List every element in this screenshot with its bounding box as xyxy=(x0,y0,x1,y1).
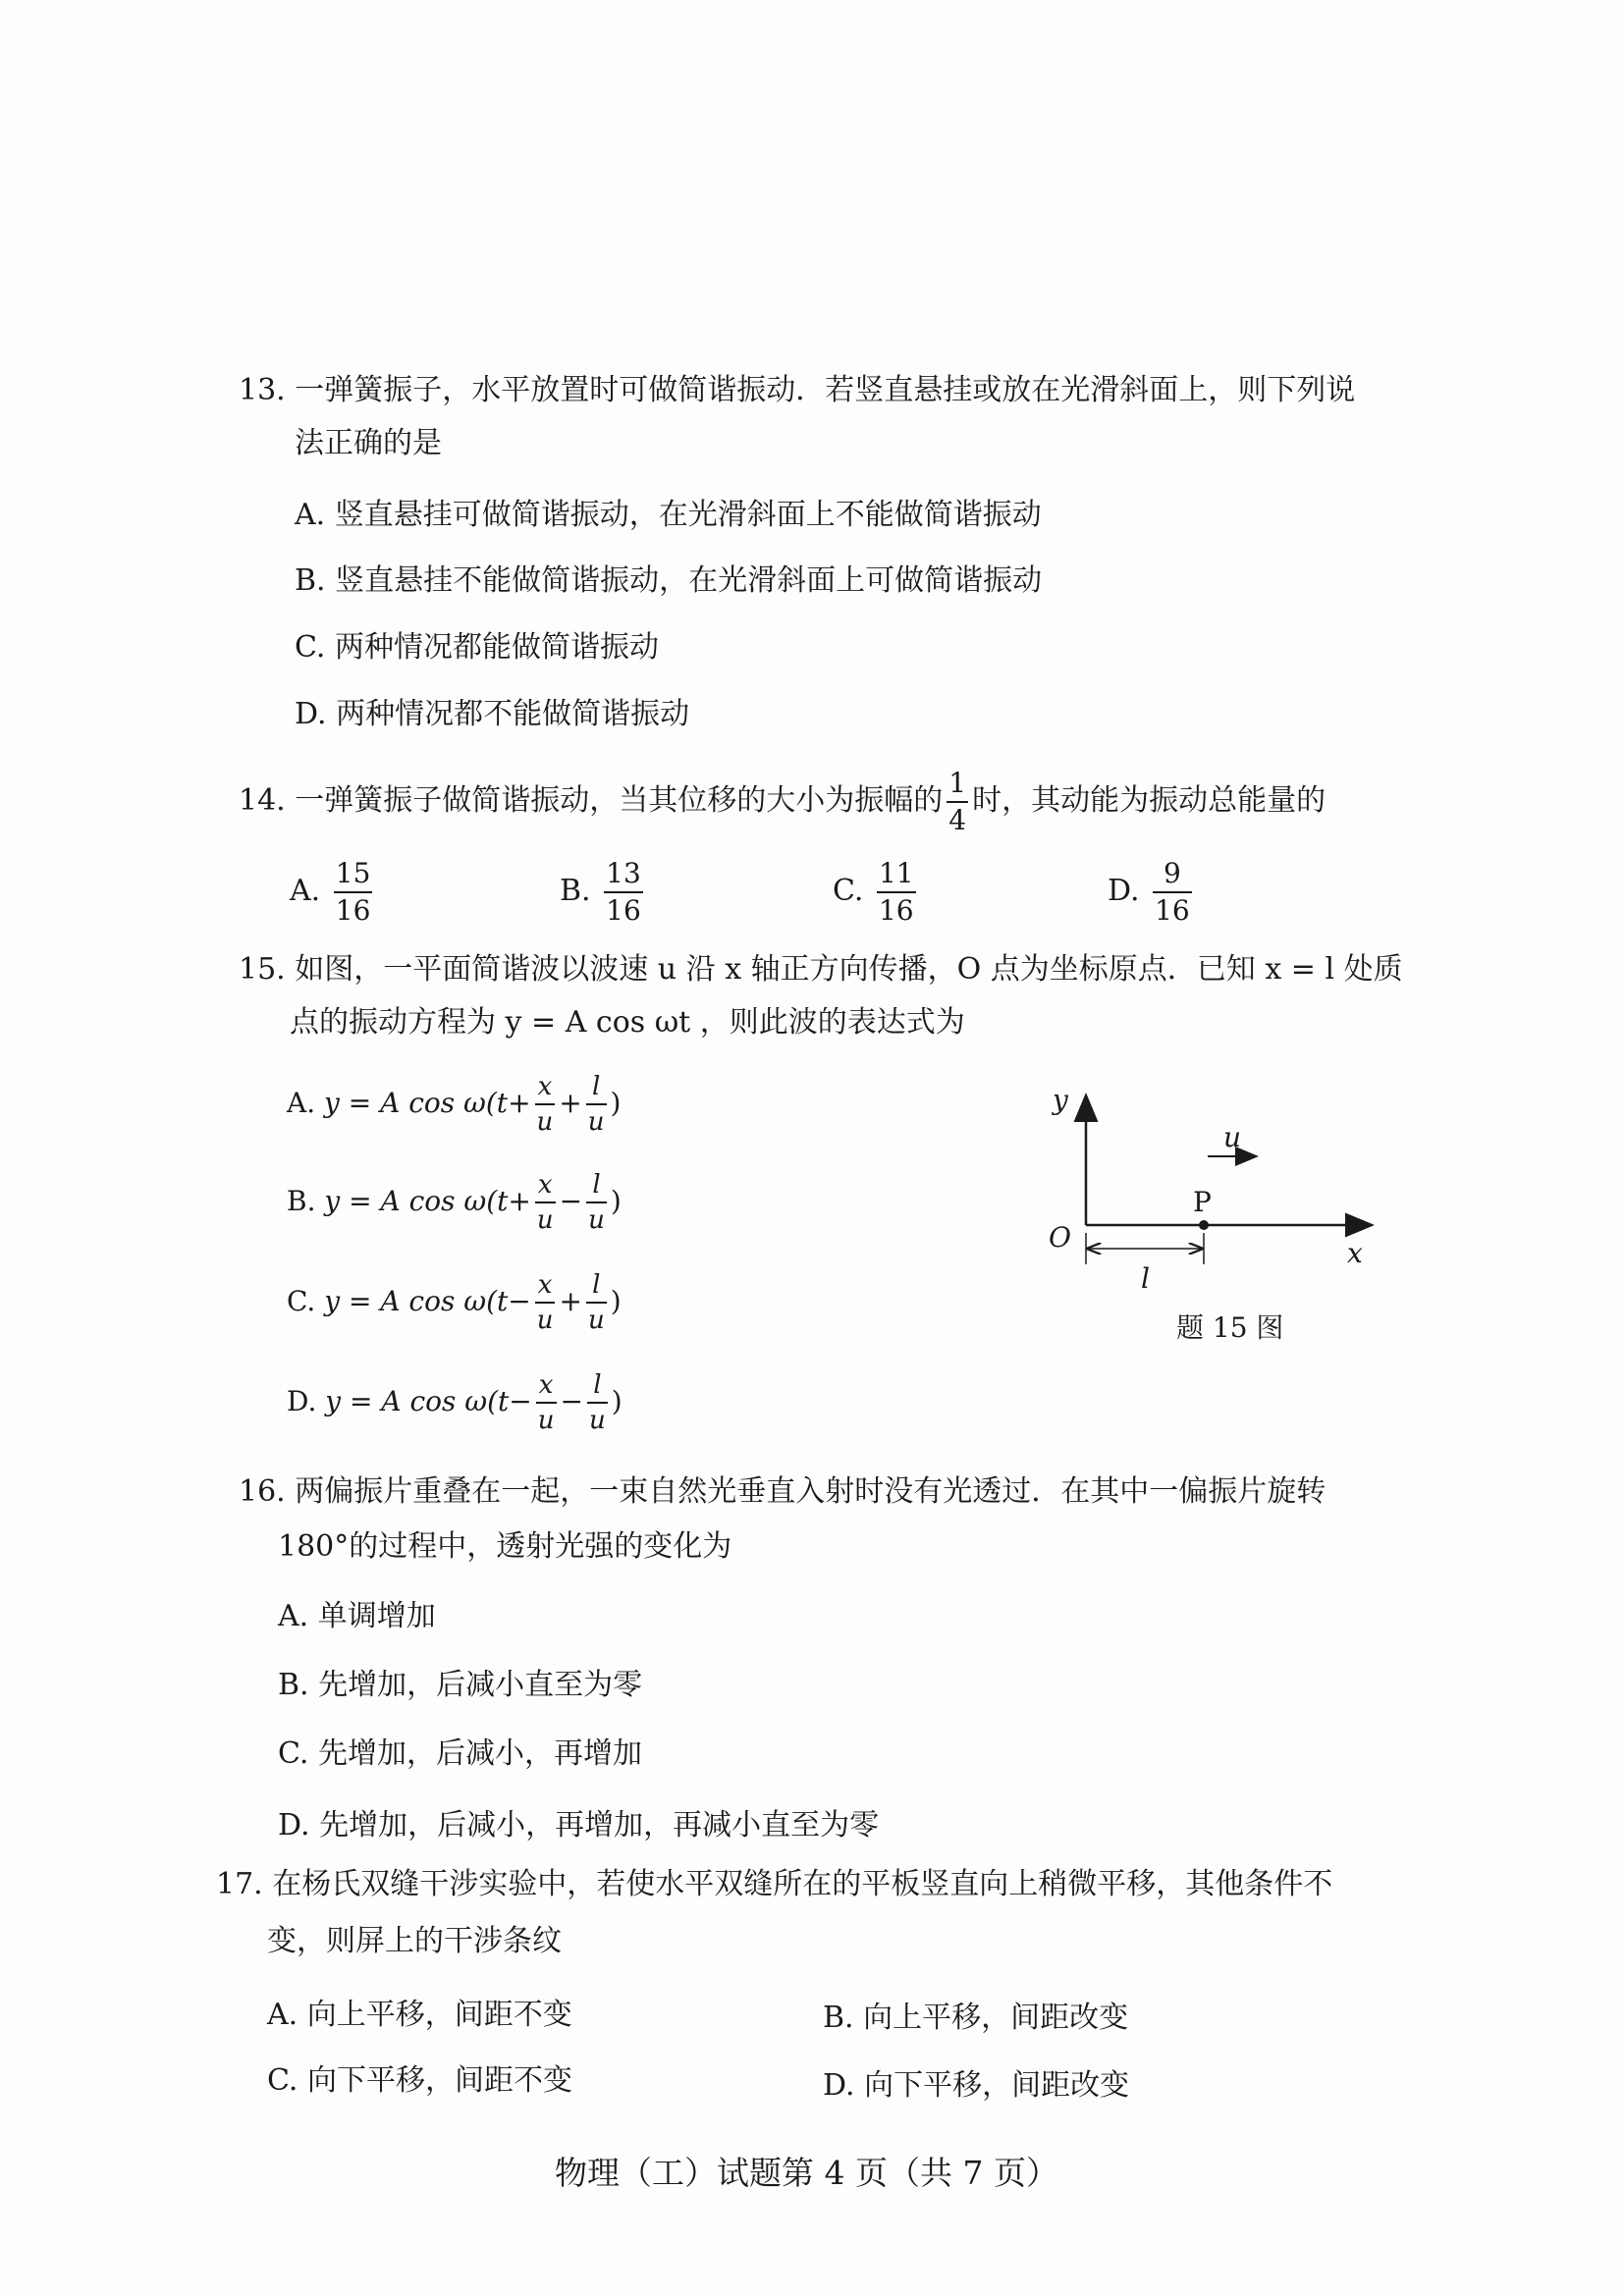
q14-stem: 14. 一弹簧振子做简谐振动，当其位移的大小为振幅的 $\frac{1}{4}$ 时，其动能为振动总能量的 xyxy=(239,767,1326,836)
page-footer: 物理（工）试题第 4 页（共 7 页） xyxy=(555,2154,1058,2192)
q15-option-a: A. y = A cos ω(t+ $\frac{x}{u}$ + $\frac{l}{u}$ ) xyxy=(287,1072,622,1137)
q16-number: 16. xyxy=(239,1474,286,1509)
q15-figure xyxy=(1031,1080,1404,1355)
origin-label: O xyxy=(1049,1221,1071,1254)
q15-option-c-formula: y = A cos ω(t− $\frac{x}{u}$ + $\frac{l}{u}$ ) xyxy=(324,1270,622,1335)
q17-stem-line2: 变，则屏上的干涉条纹 xyxy=(267,1924,562,1958)
q15-option-d: D. y = A cos ω(t− $\frac{x}{u}$ − $\frac{l}{u}$ ) xyxy=(287,1370,623,1435)
q17-option-c: C. 向下平移，间距不变 xyxy=(267,2063,572,2098)
x-axis-label: x xyxy=(1347,1237,1363,1269)
q14-option-c: C. $\frac{11}{16}$ xyxy=(833,857,914,927)
q17-stem-line1: 17. 在杨氏双缝干涉实验中，若使水平双缝所在的平板竖直向上稍微平移，其他条件不 xyxy=(216,1865,1332,1904)
q14-option-b: B. $\frac{13}{16}$ xyxy=(560,857,641,927)
q16-option-c: C. 先增加，后减小，再增加 xyxy=(278,1736,642,1771)
q16-stem-line2: 180°的过程中，透射光强的变化为 xyxy=(278,1529,732,1564)
q13-number: 13. xyxy=(239,373,286,407)
q13-option-d: D. 两种情况都不能做简谐振动 xyxy=(295,697,690,731)
q13-stem-line1: 13. 一弹簧振子，水平放置时可做简谐振动．若竖直悬挂或放在光滑斜面上，则下列说 xyxy=(239,371,1355,410)
point-p-label: P xyxy=(1193,1186,1212,1218)
q14-option-a: A. $\frac{15}{16}$ xyxy=(290,857,371,927)
q13-option-a: A. 竖直悬挂可做简谐振动，在光滑斜面上不能做简谐振动 xyxy=(295,498,1042,532)
q17-number: 17. xyxy=(216,1867,263,1901)
q17-option-d: D. 向下平移，间距改变 xyxy=(823,2068,1130,2103)
q13-option-c: C. 两种情况都能做简谐振动 xyxy=(295,630,659,665)
q17-option-b: B. 向上平移，间距改变 xyxy=(823,2001,1129,2035)
q15-stem-line1: 15. 如图，一平面简谐波以波速 u 沿 x 轴正方向传播，O 点为坐标原点．已知 x = l 处质 xyxy=(239,950,1403,989)
q14-number: 14. xyxy=(239,783,286,818)
q15-option-b: B. y = A cos ω(t+ $\frac{x}{u}$ − $\frac{l}{u}$ ) xyxy=(287,1170,622,1235)
q15-stem-line2: 点的振动方程为 y = A cos ωt ，则此波的表达式为 xyxy=(290,1005,965,1040)
distance-label: l xyxy=(1141,1262,1150,1295)
point-p-marker xyxy=(1199,1220,1209,1230)
q16-option-d: D. 先增加，后减小，再增加，再减小直至为零 xyxy=(278,1808,880,1842)
y-axis-label: y xyxy=(1053,1084,1068,1116)
figure-caption: 题 15 图 xyxy=(1176,1311,1284,1344)
q14-option-d: D. $\frac{9}{16}$ xyxy=(1108,857,1190,927)
q13-stem-line2: 法正确的是 xyxy=(295,426,442,460)
q16-option-a: A. 单调增加 xyxy=(278,1599,436,1633)
q15-option-b-formula: y = A cos ω(t+ $\frac{x}{u}$ − $\frac{l}{u}$ ) xyxy=(324,1170,622,1235)
q15-option-d-formula: y = A cos ω(t− $\frac{x}{u}$ − $\frac{l}{u}$ ) xyxy=(325,1370,623,1435)
q15-option-c: C. y = A cos ω(t− $\frac{x}{u}$ + $\frac{l}{u}$ ) xyxy=(287,1270,622,1335)
q17-option-a: A. 向上平移，间距不变 xyxy=(267,1998,572,2032)
q16-option-b: B. 先增加，后减小直至为零 xyxy=(278,1668,643,1702)
velocity-label: u xyxy=(1223,1121,1242,1153)
q15-number: 15. xyxy=(239,952,286,987)
q13-option-b: B. 竖直悬挂不能做简谐振动，在光滑斜面上可做简谐振动 xyxy=(295,563,1043,598)
q15-option-a-formula: y = A cos ω(t+ $\frac{x}{u}$ + $\frac{l}{u}$ ) xyxy=(324,1072,622,1137)
q14-stem-fraction: $\frac{1}{4}$ xyxy=(948,767,967,836)
q16-stem-line1: 16. 两偏振片重叠在一起，一束自然光垂直入射时没有光透过．在其中一偏振片旋转 xyxy=(239,1472,1326,1512)
